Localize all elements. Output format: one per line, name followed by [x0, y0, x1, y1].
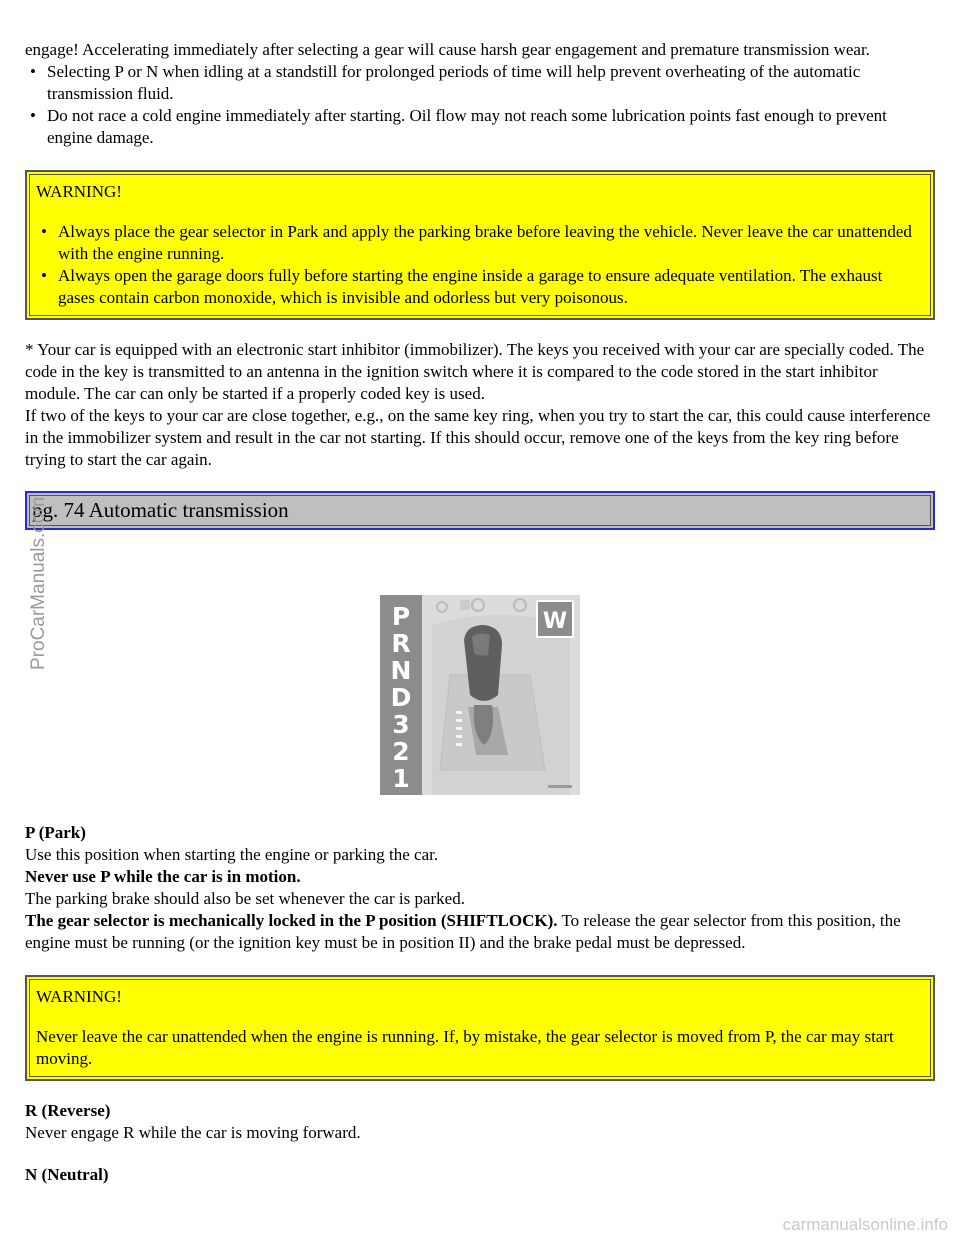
gear-label-2: 2	[392, 737, 410, 766]
side-watermark: ProCarManuals.com	[28, 496, 49, 670]
manual-page	[25, 39, 935, 1186]
gear-label-1: 1	[392, 764, 410, 793]
gear-selector-illustration	[380, 595, 580, 795]
park-heading: P (Park)	[25, 823, 86, 842]
park-shiftlock	[25, 910, 935, 954]
park-bold-1: Never use P while the car is in motion.	[25, 867, 301, 886]
intro-bullet-list	[25, 61, 935, 149]
bottom-watermark: carmanualsonline.info	[782, 1215, 948, 1234]
warning-box-2	[25, 975, 935, 1081]
neutral-section	[25, 1164, 935, 1186]
immobilizer-paragraph-2: If two of the keys to your car are close together, e.g., on the same key ring, when you try to start the car, this could cause interference in the immobilizer system and result in the car not starting. If this should occur, remove one of the keys from the key ring before trying to start the car again.	[25, 406, 931, 469]
reverse-heading: R (Reverse)	[25, 1101, 111, 1120]
park-line-1: Use this position when starting the engine or parking the car.	[25, 845, 439, 864]
gear-label-n: N	[390, 656, 412, 685]
warning-box-1	[25, 170, 935, 320]
gear-selector-figure	[380, 595, 580, 795]
park-line-2: The parking brake should also be set whenever the car is parked.	[25, 889, 465, 908]
neutral-heading: N (Neutral)	[25, 1165, 109, 1184]
winter-mode-label: W	[542, 609, 568, 634]
reverse-section	[25, 1100, 935, 1144]
gear-label-3: 3	[392, 710, 410, 739]
intro-paragraph: engage! Accelerating immediately after selecting a gear will cause harsh gear engagement and premature transmission wear.	[25, 40, 870, 59]
park-line-3: To release the gear selector from this position, the engine must be running (or the ignition key must be in position II) and the brake pedal must be depressed.	[25, 911, 901, 952]
intro-bullet-2: • Do not race a cold engine immediately after starting. Oil flow may not reach some lubrication points fast enough to prevent engine damage.	[25, 105, 935, 149]
warning-title-2: WARNING!	[36, 987, 122, 1006]
park-section	[25, 822, 935, 954]
immobilizer-paragraph-1: * Your car is equipped with an electronic start inhibitor (immobilizer). The keys you received with your car are specially coded. The code in the key is transmitted to an antenna in the ignition switch where it is compared to the code stored in the start inhibitor module. The car can only be started if a properly coded key is used.	[25, 340, 925, 403]
gear-label-r: R	[391, 629, 411, 658]
gear-label-p: P	[391, 602, 411, 631]
warning-title: WARNING!	[36, 182, 122, 201]
warning-item-1: • Always place the gear selector in Park and apply the parking brake before leaving the vehicle. Never leave the car unattended with the engine running.	[36, 221, 923, 265]
warning-list	[36, 221, 923, 309]
gear-label-d: D	[390, 683, 412, 712]
warning-item-2: • Always open the garage doors fully before starting the engine inside a garage to ensure adequate ventilation. The exhaust gases contain carbon monoxide, which is invisible and odorless but very poisonous.	[36, 265, 923, 309]
intro-bullet-1: • Selecting P or N when idling at a standstill for prolonged periods of time will help prevent overheating of the automatic transmission fluid.	[25, 61, 935, 105]
reverse-text: Never engage R while the car is moving forward.	[25, 1123, 361, 1142]
park-bold-2: The gear selector is mechanically locked in the P position (SHIFTLOCK).	[25, 911, 558, 930]
section-header: pg. 74 Automatic transmission	[25, 491, 935, 530]
warning-text-2: Never leave the car unattended when the engine is running. If, by mistake, the gear selector is moved from P, the car may start moving.	[36, 1027, 894, 1068]
